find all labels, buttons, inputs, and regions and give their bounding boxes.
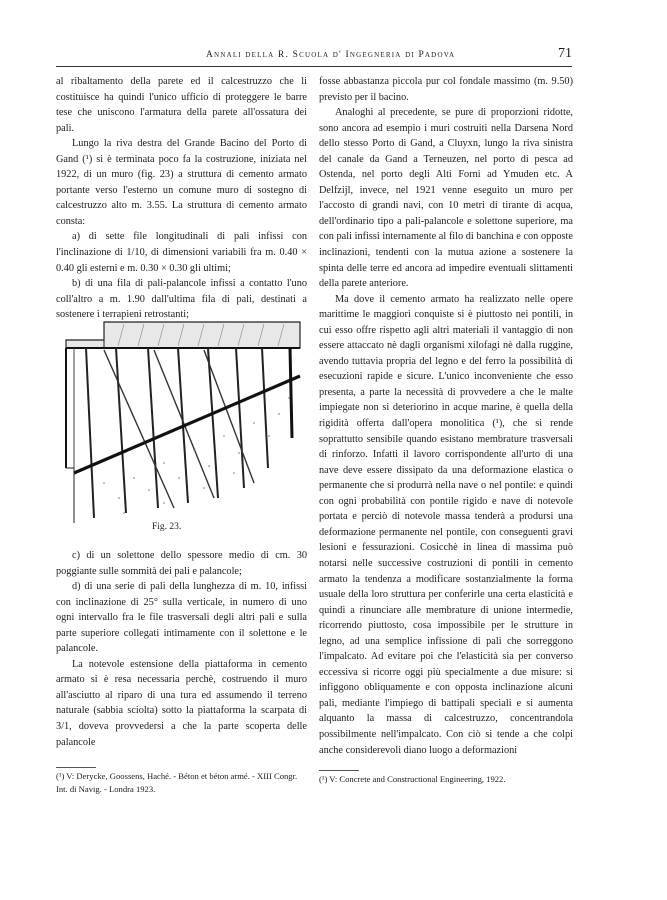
left-footnote: (¹) V: Derycke, Goossens, Haché. - Béton et béton armé. - XIII Congr. Int. di Navig. - Londra 1923. <box>56 771 298 794</box>
left-column-lower <box>56 548 307 750</box>
right-paragraph-1: fosse abbastanza piccola pur col fondale massimo (m. 9.50) previsto per il bacino. <box>319 76 573 103</box>
running-header <box>56 46 572 67</box>
pier-cross-section-illustration <box>64 318 302 528</box>
left-paragraph-3: La notevole estensione della piattaforma in cemento armato si è resa necessaria perchè, costruendo il muro all'asciutto al riparo di una tura ed assumendo il terreno naturale (sabbia sciolta) sotto la piattaforma la scarpata di 3/1, doveva provvedersi a che la parte scoperta delle palancole <box>56 658 307 748</box>
journal-title: Annali della R. Scuola d' Ingegneria di Padova <box>206 50 456 60</box>
figure-23-drawing <box>64 318 302 528</box>
right-footnote-rule <box>319 770 359 771</box>
right-footnote: (¹) V: Concrete and Constructional Engineering, 1922. <box>319 774 506 784</box>
right-column <box>319 74 573 758</box>
list-item-b: b) di una fila di pali-palancole infissi a contatto l'uno coll'altro a m. 1.90 dall'ultima fila di pali, destinati a sostenere i terrapieni retrostanti; <box>56 278 307 321</box>
list-item-d: d) di una serie di pali della lunghezza di m. 10, infissi con inclinazione di 25° sulla verticale, in numero di uno ogni intervallo fra le file trasversali degli altri pali e sulla parte superiore collegati intimamente con il solettone e le palancole. <box>56 581 307 655</box>
right-paragraph-2: Analoghi al precedente, se pure di proporzioni ridotte, sono ancora ad esempio i muri costruiti nella Darsena Nord dello stesso Porto di Gand, a Cluyxn, lungo la riva sinistra del canale da Gand a Terneuzen, nel porto di pesca ad Ostenda, nel porto degli Alti Forni ad Ymuden etc. A Delfzijl, invece, nel 1921 venne eseguito un muro per l'accosto di grandi navi, con 10 metri di tirante di acqua, dell'ordinario tipo a pali-palancole e solettone superiore, ma con pali infissi internamente al filo di banchina e con opposte inclinazioni, tendenti con la mutua azione a sostenere la spinta delle terre ed ancora ad impedire eventuali slittamenti della parete anteriore. <box>319 107 573 290</box>
left-footnote-rule <box>56 767 96 768</box>
left-paragraph-1: al ribaltamento della parete ed il calcestruzzo che li costituisce ha quindi l'unico ufficio di proteggere le barre tese che uniscono l'armatura della parete all'ossatura dei pali. <box>56 76 307 134</box>
figure-caption: Fig. 23. <box>152 522 182 532</box>
left-paragraph-2: Lungo la riva destra del Grande Bacino del Porto di Gand (¹) si è terminata poco fa la costruzione, iniziata nel 1922, di un muro (fig. 23) a struttura di cemento armato portante verso l'esterno un comune muro di sostegno di calcestruzzo alto m. 3.55. La struttura di cemento armato consta: <box>56 138 307 227</box>
list-item-c: c) di un solettone dello spessore medio di cm. 30 poggiante sulle sommità dei pali e palancole; <box>56 550 307 577</box>
page-number: 71 <box>558 46 572 61</box>
right-paragraph-3: Ma dove il cemento armato ha realizzato nelle opere marittime le maggiori conquiste si è piuttosto nei pontili, in cui esso offre rispetto agli altri materiali il vantaggio di non essere attaccato nè dagli organismi xilofagi nè dalla ruggine, avendo tuttavia propria del legno e del ferro la possibilità di esecuzioni rapide e sicure. L'unico inconveniente che esso presenta, a parte la necessità di provvedere a che le malte impiegate non si deteriorino in acque marine, è quella della rigidità offerta dall'opera monolitica (¹), che si rende soprattutto sensibile quando esistano membrature trasversali di rinforzo. Infatti il lavoro corrispondente all'urto di una nave deve essere dissipato da una deformazione elastica o permanente che si produrrà nella nave o nel pontile: e quindi con ogni probabilità con pontile rigido e nave di notevole portata e perciò di notevole massa tenderà a prodursi una deformazione permanente nel pontile, con conseguenti gravi lesioni e fessurazioni. Cosicchè in linea di massima può notarsi nelle successive costruzioni di pontili in cemento armato la tendenza a modificare sostanzialmente la forma usuale della loro struttura per conferirle una certa elasticità e quindi a rinunciare alle membrature di unione intermedie, ricorrendo piuttosto, cosa impossibile per le strutture in legno, ad una semplice infissione di pali che sorreggono l'impalcato. Ad evitare poi che l'elasticità sia per converso eccessiva si ricorre oggi più specialmente a due misure: si infiggono obliquamente e con opposta inclinazione alcuni pali, mediante l'impiego di battipali speciali e si aumenta alquanto la massa di calcestruzzo, concentrandola possibilmente nell'impalcato. Con ciò si tende a che colpi anche considerevoli diano luogo a deformazioni <box>319 293 573 756</box>
left-column <box>56 74 307 323</box>
list-item-a: a) di sette file longitudinali di pali infissi con l'inclinazione di 1/10, di dimensioni variabili fra m. 0.40 × 0.40 gli esterni e m. 0.30 × 0.30 gli ultimi; <box>56 231 307 274</box>
